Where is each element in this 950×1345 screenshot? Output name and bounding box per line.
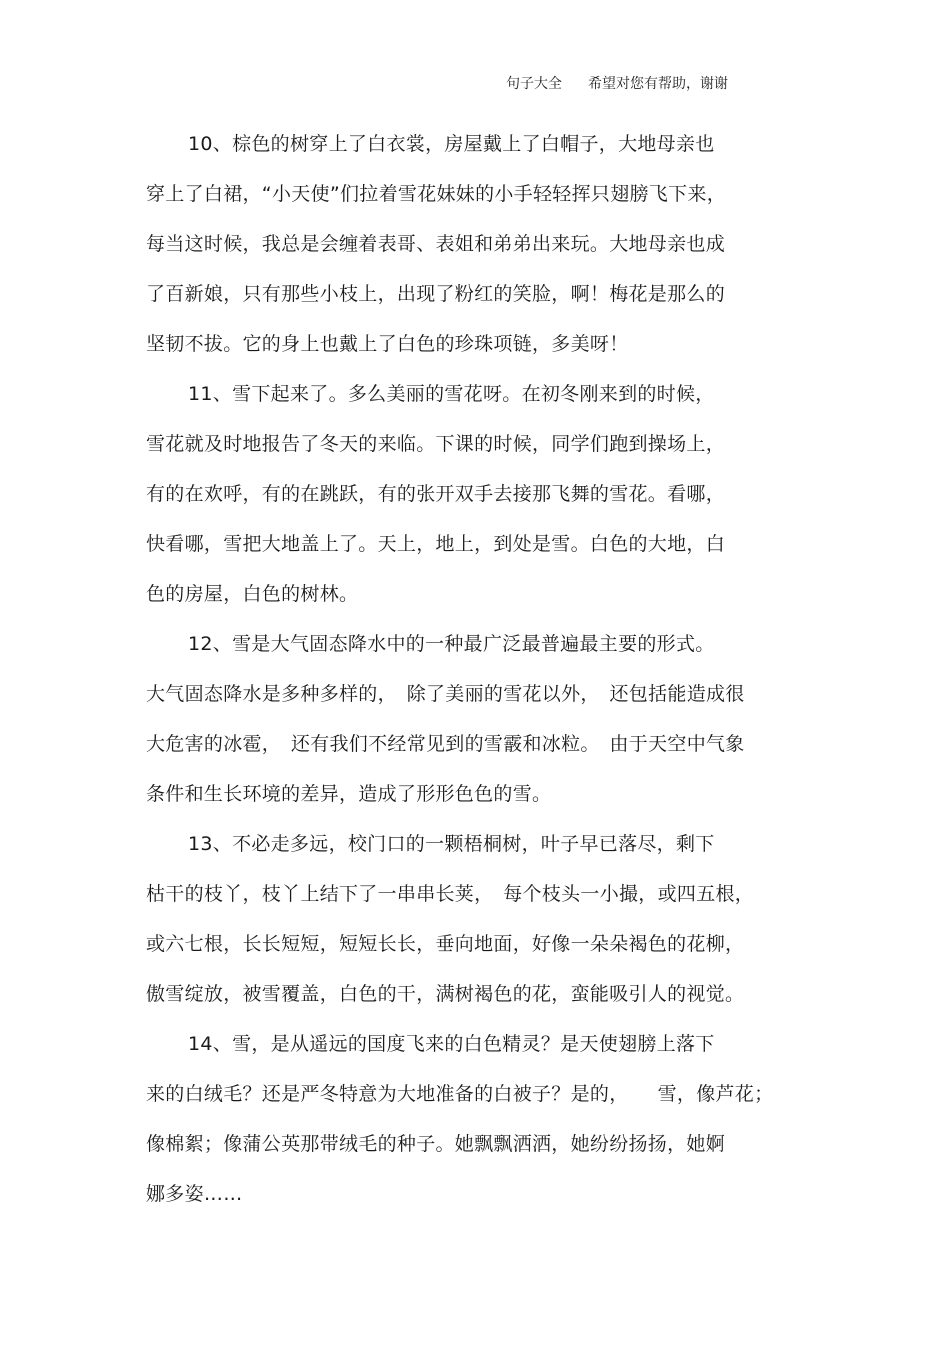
paragraph-13-line: 枯干的枝丫，枝丫上结下了一串串长荚， 每个枝头一小撮，或四五根， (146, 883, 755, 905)
paragraph-11-line: 雪花就及时地报告了冬天的来临。下课的时候，同学们跑到操场上， (146, 433, 726, 455)
paragraph-13-line: 13、不必走多远，校门口的一颗梧桐树，叶子早已落尽，剩下 (188, 833, 715, 855)
paragraph-14-line: 来的白绒毛？还是严冬特意为大地准备的白被子？是的， 雪，像芦花； (146, 1083, 774, 1105)
page-header (506, 74, 728, 94)
paragraph-10-line: 坚韧不拔。它的身上也戴上了白色的珍珠项链，多美呀！ (146, 333, 629, 355)
header-site-name: 句子大全 (506, 76, 562, 92)
paragraph-12-line: 大气固态降水是多种多样的， 除了美丽的雪花以外， 还包括能造成很 (146, 683, 745, 705)
header-slogan: 希望对您有帮助，谢谢 (588, 76, 728, 92)
paragraph-10-line: 了百新娘，只有那些小枝上，出现了粉红的笑脸，啊！梅花是那么的 (146, 283, 726, 305)
paragraph-14-line: 像棉絮；像蒲公英那带绒毛的种子。她飘飘洒洒，她纷纷扬扬，她婀 (146, 1133, 726, 1155)
paragraph-12-line: 条件和生长环境的差异，造成了形形色色的雪。 (146, 783, 552, 805)
paragraph-11-line: 快看哪，雪把大地盖上了。天上，地上，到处是雪。白色的大地，白 (146, 533, 726, 555)
paragraph-11-line: 有的在欢呼，有的在跳跃，有的张开双手去接那飞舞的雪花。看哪， (146, 483, 726, 505)
paragraph-11-line: 色的房屋，白色的树林。 (146, 583, 359, 605)
paragraph-12-line: 12、雪是大气固态降水中的一种最广泛最普遍最主要的形式。 (188, 633, 715, 655)
paragraph-13-line: 傲雪绽放，被雪覆盖，白色的干，满树褐色的花，蛮能吸引人的视觉。 (146, 983, 745, 1005)
paragraph-12-line: 大危害的冰雹， 还有我们不经常见到的雪霰和冰粒。 由于天空中气象 (146, 733, 745, 755)
paragraph-14-line: 14、雪，是从遥远的国度飞来的白色精灵？是天使翅膀上落下 (188, 1033, 715, 1055)
paragraph-14-line: 娜多姿…… (146, 1183, 243, 1205)
paragraph-10-line: 每当这时候，我总是会缠着表哥、表姐和弟弟出来玩。大地母亲也成 (146, 233, 726, 255)
paragraph-13-line: 或六七根，长长短短，短短长长，垂向地面，好像一朵朵褐色的花柳， (146, 933, 745, 955)
paragraph-10-line: 10、棕色的树穿上了白衣裳，房屋戴上了白帽子，大地母亲也 (188, 133, 715, 155)
paragraph-11-line: 11、雪下起来了。多么美丽的雪花呀。在初冬刚来到的时候， (188, 383, 715, 405)
paragraph-10-line: 穿上了白裙，“小天使”们拉着雪花妹妹的小手轻轻挥只翅膀飞下来， (146, 183, 726, 205)
